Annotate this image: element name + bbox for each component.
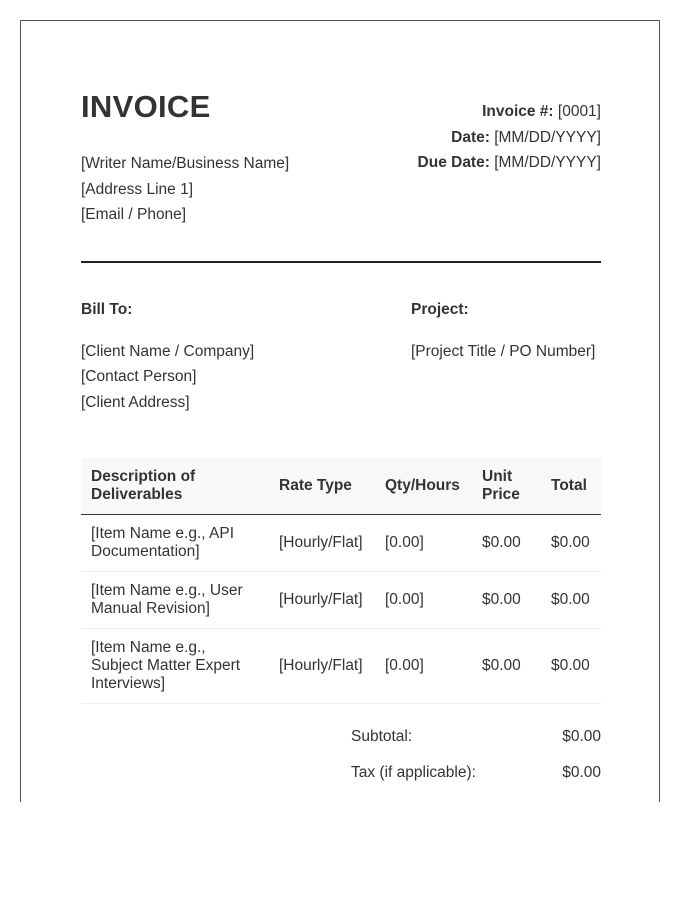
- item-qty: [0.00]: [375, 572, 472, 629]
- writer-address: [Address Line 1]: [81, 180, 194, 198]
- tax-row: [351, 764, 601, 800]
- header-description: Description of Deliverables: [81, 458, 269, 515]
- invoice-number-row: [418, 99, 601, 125]
- invoice-date-row: [418, 125, 601, 151]
- invoice-number-label: Invoice #:: [482, 103, 554, 120]
- project-heading: Project:: [411, 301, 469, 318]
- invoice-due-date-row: [418, 150, 601, 176]
- item-description: [Item Name e.g., Subject Matter Expert Interviews]: [81, 629, 269, 704]
- item-unit-price: $0.00: [472, 629, 541, 704]
- item-total: $0.00: [541, 515, 601, 572]
- table-row: [81, 515, 601, 572]
- header-qty-hours: Qty/Hours: [375, 458, 472, 515]
- invoice-page: [20, 20, 660, 802]
- bill-to-address: [Client Address]: [81, 393, 190, 411]
- header-rate-type: Rate Type: [269, 458, 375, 515]
- invoice-due-date-value: [MM/DD/YYYY]: [494, 154, 601, 171]
- writer-name: [Writer Name/Business Name]: [81, 155, 290, 172]
- invoice-date-label: Date:: [451, 128, 490, 146]
- invoice-date-value: [MM/DD/YYYY]: [494, 128, 601, 146]
- item-description: [Item Name e.g., API Documentation]: [81, 515, 269, 572]
- totals-section: [351, 728, 601, 800]
- project-title: [Project Title / PO Number]: [411, 342, 596, 360]
- writer-contact: [Email / Phone]: [81, 206, 187, 223]
- bill-to-section: [81, 297, 254, 415]
- item-total: $0.00: [541, 572, 601, 629]
- subtotal-value: $0.00: [562, 728, 601, 745]
- line-items-table: [81, 458, 601, 704]
- bill-to-heading: Bill To:: [81, 301, 133, 318]
- item-unit-price: $0.00: [472, 572, 541, 629]
- header-total: Total: [541, 458, 601, 515]
- invoice-meta: [418, 99, 601, 176]
- subtotal-row: [351, 728, 601, 764]
- subtotal-label: Subtotal:: [351, 728, 413, 745]
- item-description: [Item Name e.g., User Manual Revision]: [81, 572, 269, 629]
- table-header-row: [81, 458, 601, 515]
- item-rate-type: [Hourly/Flat]: [269, 572, 375, 629]
- invoice-number-value: [0001]: [557, 103, 601, 120]
- item-rate-type: [Hourly/Flat]: [269, 515, 375, 572]
- header-divider: [81, 261, 601, 263]
- item-qty: [0.00]: [375, 629, 472, 704]
- table-row: [81, 572, 601, 629]
- writer-info: [81, 151, 289, 228]
- project-section: [411, 297, 595, 364]
- table-row: [81, 629, 601, 704]
- invoice-title: INVOICE: [81, 89, 211, 124]
- bill-to-contact: [Contact Person]: [81, 368, 197, 385]
- item-unit-price: $0.00: [472, 515, 541, 572]
- header-unit-price: Unit Price: [472, 458, 541, 515]
- tax-value: $0.00: [562, 764, 601, 781]
- invoice-due-date-label: Due Date:: [417, 154, 490, 171]
- tax-label: Tax (if applicable):: [351, 764, 476, 781]
- bill-to-client: [Client Name / Company]: [81, 342, 255, 360]
- item-qty: [0.00]: [375, 515, 472, 572]
- item-rate-type: [Hourly/Flat]: [269, 629, 375, 704]
- item-total: $0.00: [541, 629, 601, 704]
